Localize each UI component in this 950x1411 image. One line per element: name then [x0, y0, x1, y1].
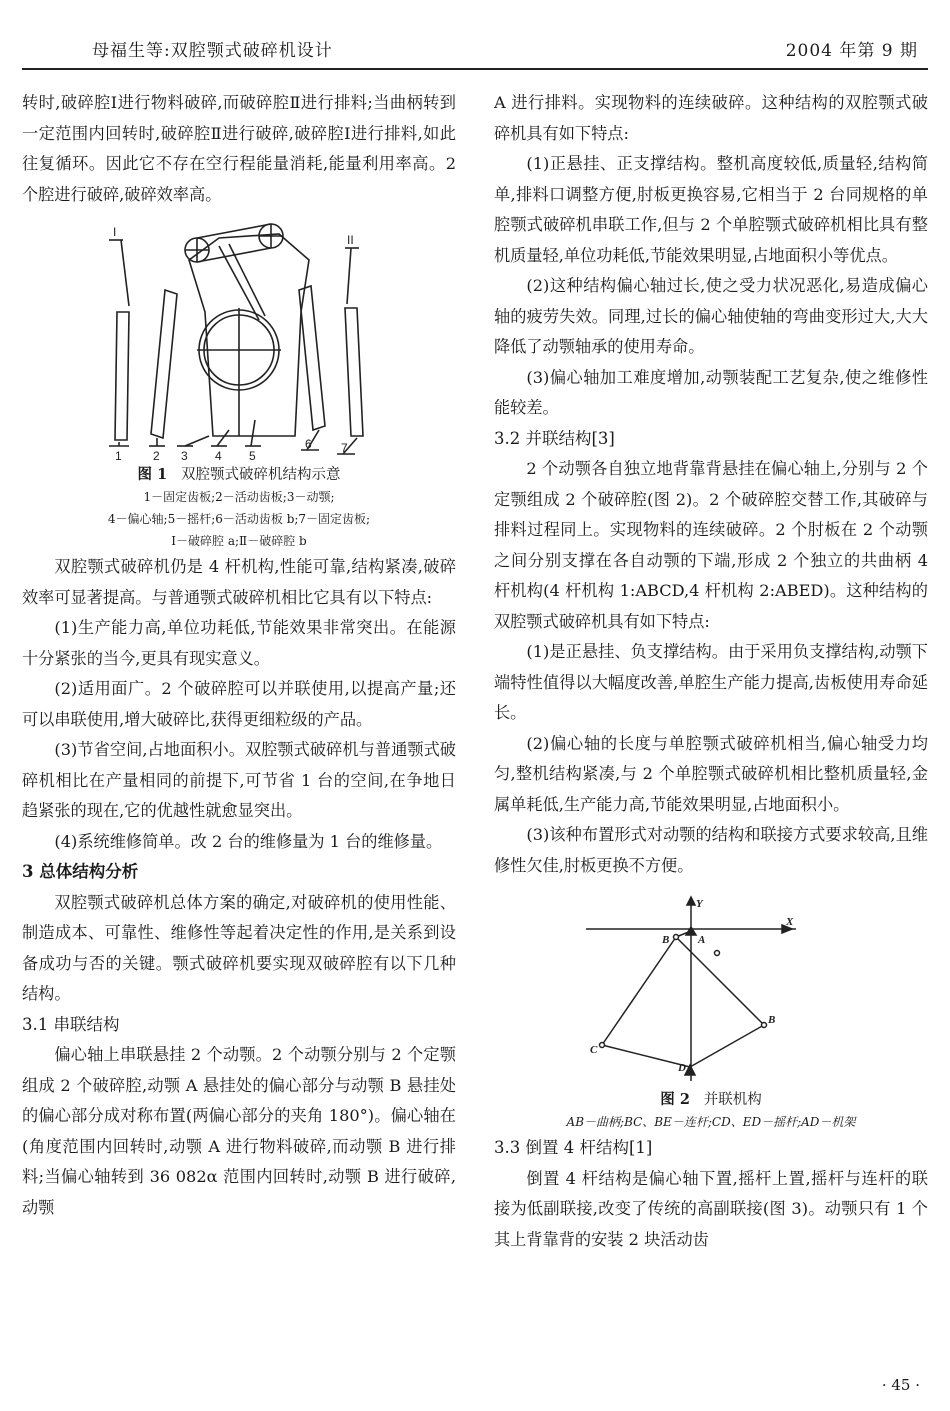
label-5: 5: [249, 449, 256, 460]
section-heading-3-3: 3.3 倒置 4 杆结构[1]: [494, 1138, 653, 1157]
label-1: 1: [115, 449, 122, 460]
label-a: A: [698, 934, 706, 946]
paragraph: 转时,破碎腔Ⅰ进行物料破碎,而破碎腔Ⅱ进行排料;当曲柄转到一定范围内回转时,破碎腔Ⅱ进行破碎,破碎腔Ⅰ进行排料,如此往复循环。因此它不存在空行程能量消耗,能量利用率高。2 个腔进行破碎,破碎效率高。: [22, 93, 456, 204]
link-be: [676, 937, 764, 1025]
paragraph: (1)生产能力高,单位功耗低,节能效果非常突出。在能源十分紧张的当今,更具有现实意义。: [22, 618, 456, 668]
paragraph: (4)系统维修简单。改 2 台的维修量为 1 台的维修量。: [54, 831, 443, 851]
paragraph: 偏心轴上串联悬挂 2 个动颚。2 个动颚分别与 2 个定颚组成 2 个破碎腔,动颚 A 悬挂处的偏心部分与动颚 B 悬挂处的偏心部分成对称布置(两偏心部分的夹角 180°)。偏心轴在(角度范围内回转时,动颚 A 进行物料破碎,而动颚 B 进行排料;当偏心轴转到 36 082α 范围内回转时,动颚 B 进行破碎,动颚: [22, 1045, 456, 1217]
figure-1: [22, 220, 456, 552]
page-number: · 45 ·: [881, 1376, 920, 1394]
figure-2-legend: AB－曲柄;BC、BE－连杆;CD、ED－摇杆;AD－机架: [566, 1115, 856, 1129]
paragraph: (2)偏心轴的长度与单腔颚式破碎机相当,偏心轴受力均匀,整机结构紧凑,与 2 个单腔颚式破碎机相比整机质量轻,金属单耗低,生产能力高,节能效果明显,占地面积小。: [494, 733, 928, 814]
figure-1-number: 图 1: [137, 466, 168, 483]
moving-jaw-plate-6: [299, 286, 325, 430]
parallel-mechanism-diagram: [586, 895, 836, 1085]
paragraph: (2)这种结构偏心轴过长,使之受力状况恶化,易造成偏心轴的疲劳失效。同理,过长的偏心轴使轴的弯曲变形过大,大大降低了动颚轴承的使用寿命。: [494, 276, 928, 356]
label-3: 3: [181, 449, 188, 460]
figure-1-legend-3: Ⅰ－破碎腔 a;Ⅱ－破碎腔 b: [171, 534, 307, 548]
section-heading-3: 3 总体结构分析: [22, 862, 139, 881]
label-x: X: [786, 916, 794, 928]
paragraph: (3)偏心轴加工难度增加,动颚装配工艺复杂,使之维修性能较差。: [494, 367, 928, 417]
label-6: 6: [305, 437, 312, 451]
left-column: [22, 88, 456, 1223]
moving-jaw-plate-2: [151, 290, 177, 438]
figure-1-legend-2: 4－偏心轴;5－摇杆;6－活动齿板 b;7－固定齿板;: [107, 512, 371, 526]
figure-2-caption: [494, 1089, 928, 1111]
figure-2-number: 图 2: [660, 1091, 690, 1108]
paragraph: 双腔颚式破碎机仍是 4 杆机构,性能可靠,结构紧凑,破碎效率可显著提高。与普通颚式破碎机相比它具有以下特点:: [22, 557, 456, 607]
label-7: 7: [341, 441, 348, 455]
label-y: Y: [696, 898, 703, 910]
paragraph: 2 个动颚各自独立地背靠背悬挂在偏心轴上,分别与 2 个定颚组成 2 个破碎腔(图 2)。2 个破碎腔交替工作,其破碎与排料过程同上。实现物料的连续破碎。2 个肘板在 2 个动颚之间分别支撑在各自动颚的下端,形成 2 个独立的共曲柄 4 杆机构(4 杆机构 1:ABCD,4 杆机构 2:ABED)。这种结构的双腔颚式破碎机具有如下特点:: [494, 459, 928, 631]
section-heading-3-1: 3.1 串联结构: [22, 1014, 120, 1034]
running-header: [22, 28, 928, 70]
figure-1-caption: [22, 464, 456, 486]
paragraph: (3)节省空间,占地面积小。双腔颚式破碎机与普通颚式破碎机相比在产量相同的前提下,可节省 1 台的空间,在争地日趋紧张的现在,它的优越性就愈显突出。: [22, 740, 456, 820]
link-ed: [690, 1025, 764, 1067]
label-4: 4: [215, 449, 222, 460]
figure-2-title: 并联机构: [703, 1092, 762, 1108]
link-bc: [602, 937, 676, 1045]
paragraph: 倒置 4 杆结构是偏心轴下置,摇杆上置,摇杆与连杆的联接为低副联接,改变了传统的高副联接(图 3)。动颚只有 1 个其上背靠背的安装 2 块活动齿: [494, 1168, 928, 1249]
paragraph: A 进行排料。实现物料的连续破碎。这种结构的双腔颚式破碎机具有如下特点:: [494, 93, 928, 143]
link-cd: [602, 1045, 690, 1067]
figure-1-title: 双腔颚式破碎机结构示意: [180, 467, 341, 483]
fixed-jaw-plate-1: [115, 312, 129, 440]
paragraph: (3)该种布置形式对动颚的结构和联接方式要求较高,且维修性欠佳,肘板更换不方便。: [494, 825, 928, 875]
label-chamber-1: I: [113, 225, 117, 239]
label-b2: B: [768, 1014, 776, 1026]
label-2: 2: [153, 449, 160, 460]
label-chamber-2: II: [347, 233, 354, 247]
section-heading-3-2: 3.2 并联结构[3]: [494, 428, 615, 448]
label-c: C: [590, 1044, 598, 1056]
paragraph: (1)正悬挂、正支撑结构。整机高度较低,质量轻,结构简单,排料口调整方便,肘板更换容易,它相当于 2 台同规格的单腔颚式破碎机串联工作,但与 2 个单腔颚式破碎机相比具有整机质量轻,单位功耗低,节能效果明显,占地面积小等优点。: [494, 154, 928, 265]
fixed-jaw-plate-7: [345, 308, 363, 436]
label-b1: B: [662, 934, 670, 946]
paragraph: 双腔颚式破碎机总体方案的确定,对破碎机的使用性能、制造成本、可靠性、维修性等起着决定性的作用,是关系到设备成功与否的关键。颚式破碎机要实现双破碎腔有以下几种结构。: [22, 892, 456, 1003]
figure-1-legend-1: 1－固定齿板;2－活动齿板;3－动颚;: [143, 490, 335, 504]
crusher-structure-diagram: [79, 220, 399, 460]
figure-2: [494, 895, 928, 1133]
header-issue: 2004 年第 9 期: [785, 41, 918, 61]
right-column: [494, 88, 928, 1255]
label-d: D: [678, 1062, 686, 1074]
paragraph: (1)是正悬挂、负支撑结构。由于采用负支撑结构,动颚下端特性值得以大幅度改善,单腔生产能力提高,齿板使用寿命延长。: [494, 642, 928, 722]
paragraph: (2)适用面广。2 个破碎腔可以并联使用,以提高产量;还可以串联使用,增大破碎比,获得更细粒级的产品。: [22, 679, 456, 729]
header-authors-title: 母福生等:双腔颚式破碎机设计: [92, 41, 333, 61]
